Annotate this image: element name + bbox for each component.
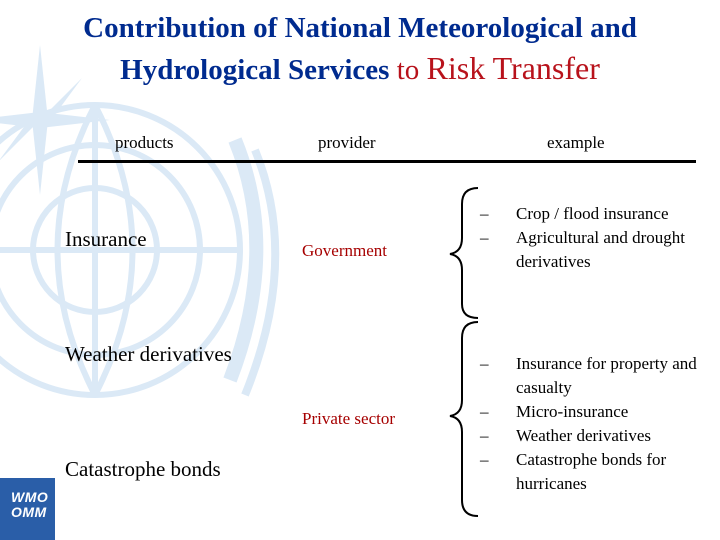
title-line-2 (0, 48, 720, 90)
provider-government: Government (302, 241, 387, 260)
bullet-dash: – (480, 228, 489, 247)
example-text: Insurance for property and casualty (516, 354, 697, 397)
list-item (480, 202, 705, 226)
column-header-example: example (547, 133, 605, 152)
bullet-dash: – (480, 402, 489, 421)
logo-line-1: WMO (11, 489, 49, 505)
list-item (480, 424, 705, 448)
title-line-2-accent (396, 50, 600, 86)
example-text: Weather derivatives (516, 426, 652, 445)
product-weather-derivatives: Weather derivatives (65, 342, 232, 366)
bullet-dash: – (480, 450, 489, 469)
title-line-2-main: Hydrological Services (120, 54, 390, 86)
column-header-provider: provider (318, 133, 376, 152)
title-line-1: Contribution of National Meteorological and (83, 12, 637, 44)
column-header-products: products (115, 133, 174, 152)
brace-government (450, 188, 478, 318)
example-text: Micro-insurance (516, 402, 629, 421)
list-item (480, 400, 705, 424)
slide-title (0, 8, 720, 90)
header-rule (78, 160, 696, 163)
product-catastrophe-bonds: Catastrophe bonds (65, 457, 221, 481)
bullet-dash: – (480, 204, 489, 223)
product-insurance: Insurance (65, 227, 147, 251)
logo-line-2: OMM (11, 504, 47, 520)
list-item (480, 352, 705, 400)
example-text: Catastrophe bonds for hurricanes (516, 450, 667, 493)
bullet-dash: – (480, 354, 489, 373)
examples-government (480, 202, 705, 274)
provider-private-sector: Private sector (302, 409, 395, 428)
list-item (480, 226, 705, 274)
example-text: Crop / flood insurance (516, 204, 669, 223)
bullet-dash: – (480, 426, 489, 445)
brace-private (450, 322, 478, 516)
list-item (480, 448, 705, 496)
example-text: Agricultural and drought derivatives (516, 228, 686, 271)
wmo-logo (11, 490, 48, 520)
examples-private-sector (480, 352, 705, 496)
title-risk-transfer: Risk Transfer (426, 50, 600, 86)
title-to-word: to (396, 54, 420, 86)
